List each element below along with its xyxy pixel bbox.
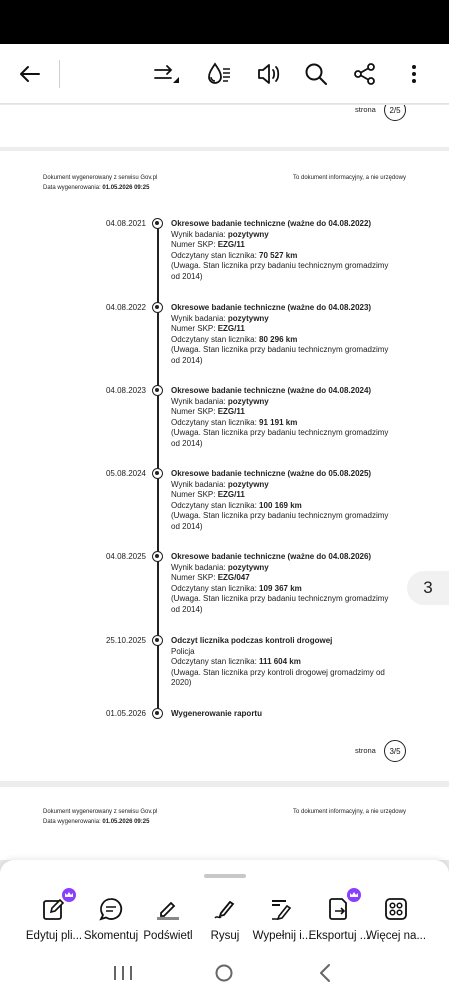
header-source: Dokument wygenerowany z serwisu Gov.pl: [43, 175, 158, 181]
event-skp: [171, 407, 396, 418]
event-odometer: [171, 335, 396, 346]
event-result: [171, 314, 396, 325]
skp-label: Numer SKP:: [171, 324, 218, 333]
skp-value: EZG/11: [217, 490, 245, 499]
event-date: 04.08.2023: [105, 386, 146, 395]
skp-value: EZG/11: [217, 240, 245, 249]
premium-crown-icon: [347, 888, 361, 902]
odometer-value: 91 191 km: [259, 417, 298, 427]
toolbar-divider: [59, 60, 60, 88]
odometer-label: Odczytany stan licznika:: [171, 500, 260, 510]
event-title: Okresowe badanie techniczne (ważne do 04.08.2023): [171, 303, 372, 312]
back-arrow-icon[interactable]: [14, 58, 46, 90]
header-source: Dokument wygenerowany z serwisu Gov.pl: [43, 809, 158, 815]
event-skp: [171, 324, 396, 335]
event-details: [171, 636, 396, 689]
document-viewer[interactable]: [0, 105, 449, 860]
timeline-dot: [152, 708, 163, 719]
odometer-value: 80 296 km: [259, 334, 298, 344]
fill-sign-icon: [269, 896, 295, 922]
event-details: [171, 469, 396, 532]
event-result: [171, 397, 396, 408]
result-label: Wynik badania:: [171, 562, 228, 572]
event-skp: [171, 240, 396, 251]
event-date: 04.08.2025: [105, 552, 146, 561]
back-icon[interactable]: [316, 963, 334, 988]
event-date: 04.08.2022: [105, 303, 146, 312]
page-number-indicator: 3/5: [384, 740, 406, 762]
odometer-label: Odczytany stan licznika:: [171, 334, 260, 344]
event-details: [171, 709, 396, 720]
timeline-dot: [152, 468, 163, 479]
event-date: 25.10.2025: [105, 636, 146, 645]
header-date: [43, 817, 157, 827]
event-source: Policja: [171, 646, 195, 656]
top-toolbar: [0, 44, 449, 104]
event-result: [171, 230, 396, 241]
odometer-label: Odczytany stan licznika:: [171, 250, 260, 260]
odometer-value: 109 367 km: [259, 583, 302, 593]
read-aloud-icon[interactable]: [252, 58, 284, 90]
event-details: [171, 303, 396, 366]
pdf-page-2: [0, 105, 449, 147]
skp-label: Numer SKP:: [171, 490, 218, 499]
timeline-dot: [152, 385, 163, 396]
event-result: [171, 480, 396, 491]
result-label: Wynik badania:: [171, 479, 228, 489]
event-title: Okresowe badanie techniczne (ważne do 04.08.2024): [171, 386, 372, 395]
event-title: Okresowe badanie techniczne (ważne do 04.08.2022): [171, 219, 372, 228]
result-label: Wynik badania:: [171, 396, 228, 406]
event-note: (Uwaga. Stan licznika przy badaniu technicznym gromadzimy od 2014): [171, 261, 389, 281]
tool-label: Wypełnij i...: [252, 930, 312, 942]
event-details: [171, 219, 396, 282]
skp-value: EZG/11: [217, 324, 245, 333]
system-nav-bar: [0, 948, 449, 999]
odometer-value: 70 527 km: [259, 250, 298, 260]
event-odometer: [171, 584, 396, 595]
event-odometer: [171, 418, 396, 429]
highlight-icon: [155, 896, 181, 922]
header-date-value: 01.05.2026 09:25: [102, 185, 150, 191]
dark-reader-icon[interactable]: [203, 58, 235, 90]
event-note: (Uwaga. Stan licznika przy badaniu technicznym gromadzimy od 2014): [171, 511, 389, 531]
result-value: pozytywny: [227, 313, 269, 323]
event-skp: [171, 573, 396, 584]
page-header-right: To dokument informacyjny, a nie urzędowy: [293, 809, 406, 815]
event-note: (Uwaga. Stan licznika przy badaniu technicznym gromadzimy od 2014): [171, 428, 389, 448]
event-details: [171, 386, 396, 449]
page-label: strona: [355, 746, 376, 755]
event-title: Odczyt licznika podczas kontroli drogowej: [171, 636, 333, 645]
odometer-label: Odczytany stan licznika:: [171, 417, 260, 427]
result-value: pozytywny: [227, 562, 269, 572]
event-title: Okresowe badanie techniczne (ważne do 05.08.2025): [171, 469, 372, 478]
header-date-value: 01.05.2026 09:25: [102, 819, 150, 825]
status-bar: [0, 0, 449, 44]
event-date: 01.05.2026: [105, 709, 146, 718]
result-value: pozytywny: [227, 479, 269, 489]
event-note: (Uwaga. Stan licznika przy badaniu technicznym gromadzimy od 2014): [171, 594, 389, 614]
page-label: strona: [355, 105, 376, 114]
page-number-indicator: 2/5: [384, 105, 406, 121]
odometer-label: Odczytany stan licznika:: [171, 657, 260, 666]
event-title: Wygenerowanie raportu: [171, 709, 262, 718]
premium-crown-icon: [62, 888, 76, 902]
sheet-drag-handle[interactable]: [204, 874, 246, 878]
header-date-label: Data wygenerowania:: [43, 819, 103, 825]
event-odometer: [171, 657, 396, 668]
tool-label: Podświetl: [143, 930, 193, 942]
draw-icon: [212, 896, 238, 922]
page-number-badge[interactable]: 3: [407, 571, 449, 605]
timeline-dot: [152, 218, 163, 229]
odometer-label: Odczytany stan licznika:: [171, 583, 260, 593]
share-arrow-icon[interactable]: [150, 58, 182, 90]
pdf-page-4: [0, 787, 449, 860]
result-label: Wynik badania:: [171, 229, 228, 239]
timeline-dot: [152, 551, 163, 562]
skp-label: Numer SKP:: [171, 240, 218, 249]
event-result: [171, 563, 396, 574]
event-title: Okresowe badanie techniczne (ważne do 04.08.2026): [171, 552, 372, 561]
event-odometer: [171, 251, 396, 262]
page-header-right: To dokument informacyjny, a nie urzędowy: [293, 175, 406, 181]
event-skp: [171, 490, 396, 501]
pdf-page-3: [0, 151, 449, 781]
skp-value: EZG/11: [217, 407, 245, 416]
tool-label: Edytuj pli...: [25, 930, 83, 942]
home-icon[interactable]: [214, 963, 234, 988]
event-odometer: [171, 501, 396, 512]
header-date-label: Data wygenerowania:: [43, 185, 103, 191]
timeline-dot: [152, 302, 163, 313]
event-note: (Uwaga. Stan licznika przy badaniu technicznym gromadzimy od 2014): [171, 345, 389, 365]
comment-icon: [98, 896, 124, 922]
share-icon[interactable]: [349, 58, 381, 90]
result-value: pozytywny: [227, 396, 269, 406]
skp-label: Numer SKP:: [171, 573, 218, 582]
page-header-left: [43, 173, 157, 193]
more-vertical-icon[interactable]: [398, 58, 430, 90]
event-note: (Uwaga. Stan licznika przy kontroli drogowej gromadzimy od 2020): [171, 667, 385, 687]
tool-label: Więcej na...: [365, 930, 427, 942]
event-date: 04.08.2021: [105, 219, 146, 228]
result-label: Wynik badania:: [171, 313, 228, 323]
skp-label: Numer SKP:: [171, 407, 218, 416]
odometer-value: 111 604 km: [259, 657, 301, 666]
event-details: [171, 552, 396, 615]
timeline-dot: [152, 635, 163, 646]
page-header-left: [43, 807, 157, 827]
more-tools-icon: [383, 896, 409, 922]
tool-label: Eksportuj ...: [308, 930, 370, 942]
more-tools-button[interactable]: [364, 892, 428, 944]
tool-label: Skomentuj: [83, 930, 139, 942]
recent-apps-icon[interactable]: [112, 964, 134, 987]
event-date: 05.08.2024: [105, 469, 146, 478]
header-date: [43, 183, 157, 193]
tool-label: Rysuj: [210, 930, 240, 942]
odometer-value: 100 169 km: [259, 500, 302, 510]
skp-value: EZG/047: [217, 573, 250, 582]
tools-bottom-sheet: [0, 860, 449, 948]
search-icon[interactable]: [300, 58, 332, 90]
result-value: pozytywny: [227, 229, 269, 239]
